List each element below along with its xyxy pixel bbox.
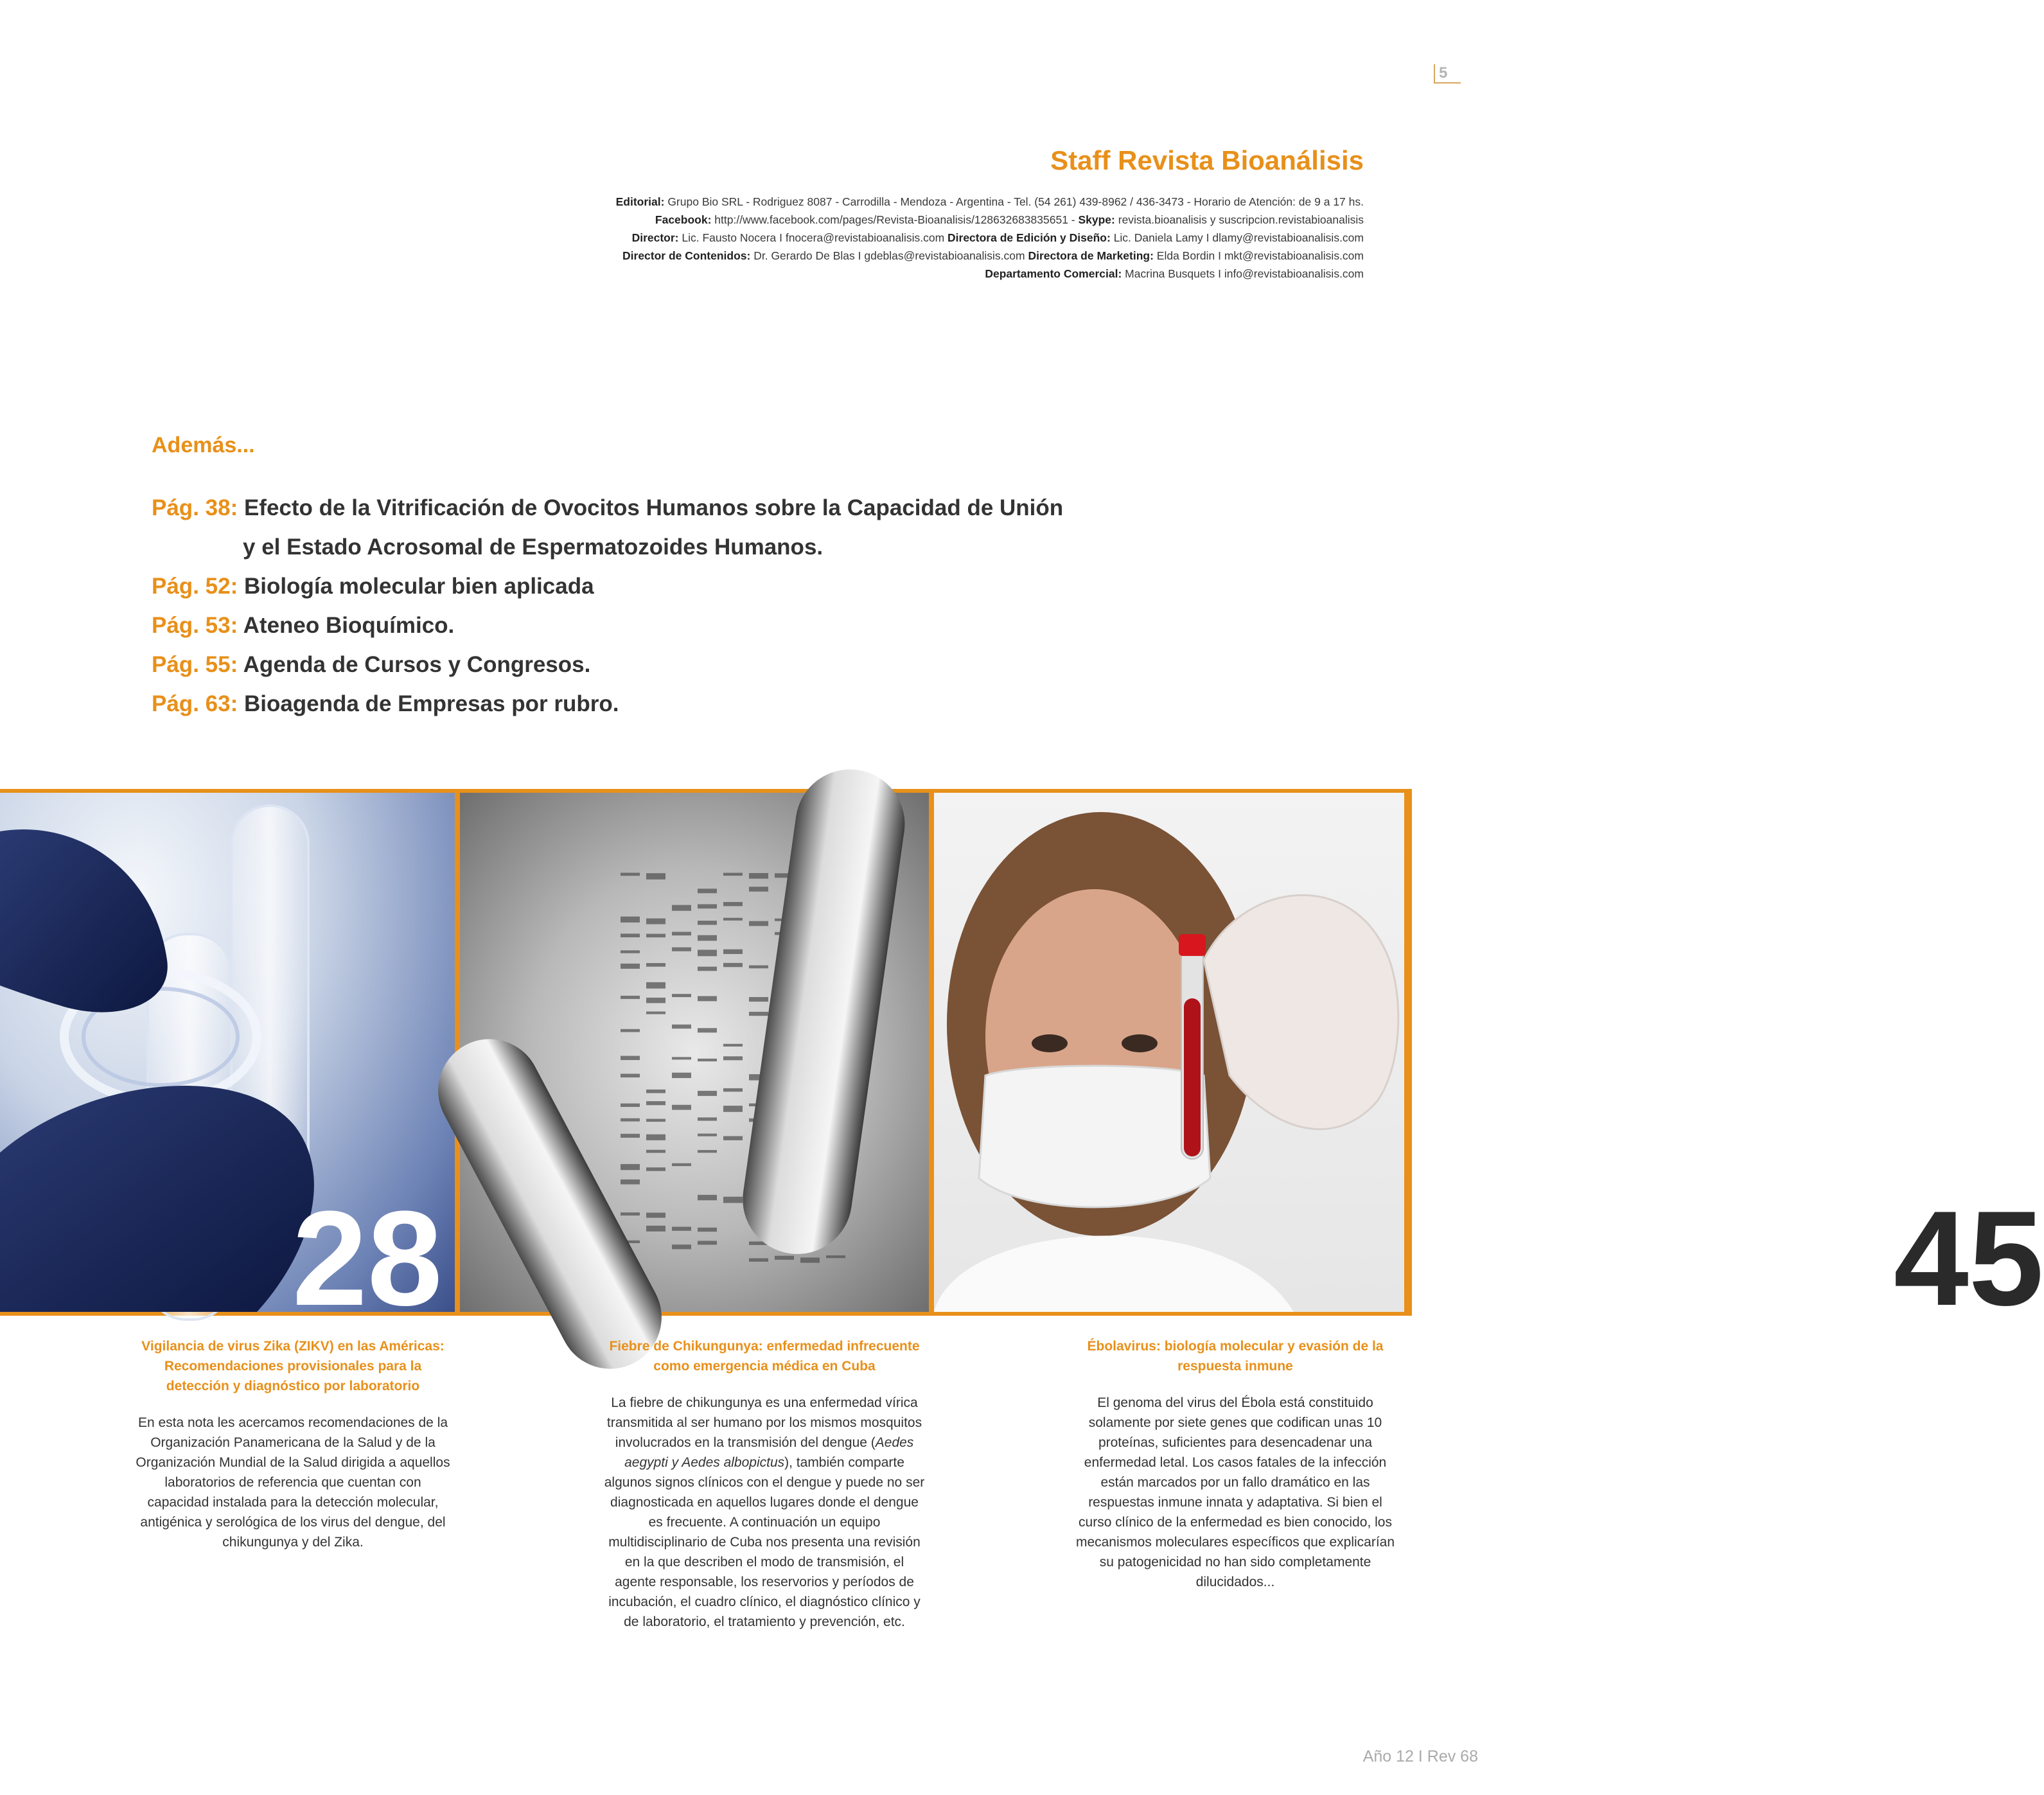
article-title: Ébolavirus: biología molecular y evasión de la respuesta inmune (1087, 1339, 1384, 1374)
directora-edicion-label: Directora de Edición y Diseño: (947, 231, 1111, 244)
photo-dna-gel[interactable] (460, 793, 929, 1312)
toc-title: Efecto de la Vitrificación de Ovocitos Humanos sobre la Capacidad de Unión (238, 495, 1064, 520)
comercial-text: Macrina Busquets I info@revistabioanalisis.com (1122, 267, 1364, 280)
toc-page-ref: Pág. 55: (152, 652, 238, 677)
credit-line-editorial (400, 193, 1364, 211)
director-text: Lic. Fausto Nocera I fnocera@revistabioanalisis.com (678, 231, 948, 244)
director-label: Director: (631, 231, 679, 244)
credit-line-contenidos (400, 247, 1364, 265)
page-ref-number-28: 28 (292, 1183, 443, 1334)
article-summary: En esta nota les acercamos recomendaciones de la Organización Panamericana de la Salud y de la Organización Mundial de la Salud dirigida a aquellos laboratorios de referencia que cuentan con capacidad instalada para la detección molecular, antigénica y serológica de los virus del dengue, del chikungunya y del Zika. (136, 1415, 450, 1550)
article-summary-species: Aedes aegypti y Aedes albopictus (624, 1435, 914, 1470)
article-title: Vigilancia de virus Zika (ZIKV) en las Américas: Recomendaciones provisionales para la detección y diagnóstico por laboratorio (141, 1339, 445, 1393)
directora-edicion-text: Lic. Daniela Lamy I dlamy@revistabioanalisis.com (1110, 231, 1364, 244)
article-teaser-zika[interactable] (132, 1336, 454, 1552)
toc-item[interactable] (152, 645, 1244, 684)
article-summary-part-b: ), también comparte algunos signos clínicos con el dengue y puede no ser diagnosticada en aquellos lugares donde el dengue es frecuente. A continuación un equipo multidisciplinario de Cuba nos presenta una revisión en la que describen el modo de transmisión, el agente responsable, los reservorios y períodos de incubación, el cuadro clínico, el diagnóstico clínico y de laboratorio, el tratamiento y prevención, etc. (604, 1455, 925, 1629)
toc-page-ref: Pág. 52: (152, 574, 238, 599)
staff-title: Staff Revista Bioanálisis (1050, 145, 1364, 175)
skype-text: revista.bioanalisis y suscripcion.revistabioanalisis (1115, 213, 1364, 226)
article-title: Fiebre de Chikungunya: enfermedad infrecuente como emergencia médica en Cuba (609, 1339, 920, 1374)
comercial-label: Departamento Comercial: (985, 267, 1122, 280)
toc-title: Ateneo Bioquímico. (238, 613, 455, 638)
photo-lab-technician[interactable] (934, 793, 2044, 1334)
directora-marketing-label: Directora de Marketing: (1028, 249, 1154, 262)
credit-line-facebook (400, 211, 1364, 229)
facebook-link[interactable]: http://www.facebook.com/pages/Revista-Bioanalisis/128632683835651 - (711, 213, 1079, 226)
article-teaser-ebola[interactable] (1075, 1336, 1396, 1592)
feature-banner (0, 789, 2044, 1334)
article-summary: El genoma del virus del Ébola está constituido solamente por siete genes que codifican unas 10 proteínas, suficientes para desencadenar una enfermedad letal. Los casos fatales de la infección están marcados por un fallo dramático en las respuestas inmune innata y adaptativa. Si bien el curso clínico de la enfermedad es bien conocido, los mecanismos moleculares específicos que explicarían su patogenicidad no han sido completamente dilucidados... (1075, 1395, 1395, 1589)
toc-page-ref: Pág. 53: (152, 613, 238, 638)
page-ref-number-45: 45 (1894, 1183, 2044, 1334)
skype-label: Skype: (1078, 213, 1115, 226)
issue-footer: Año 12 I Rev 68 (1362, 1747, 1478, 1765)
credit-line-comercial (400, 265, 1364, 283)
staff-credits (400, 193, 1364, 283)
lab-technician-illustration (934, 793, 1404, 1312)
dna-gel-illustration (460, 793, 929, 1312)
ademas-heading: Además... (152, 433, 255, 457)
photo-test-tubes[interactable] (0, 793, 455, 1334)
toc-item-continuation: y el Estado Acrosomal de Espermatozoides Humanos. (243, 535, 824, 560)
toc-page-ref: Pág. 38: (152, 495, 238, 520)
ademas-list (152, 488, 1244, 723)
credit-line-director (400, 229, 1364, 247)
directora-marketing-text: Elda Bordin I mkt@revistabioanalisis.com (1153, 249, 1364, 262)
director-contenidos-label: Director de Contenidos: (622, 249, 751, 262)
toc-item[interactable] (152, 684, 1244, 723)
toc-title: Bioagenda de Empresas por rubro. (238, 691, 619, 716)
toc-item[interactable] (152, 488, 1244, 527)
article-summary (604, 1393, 925, 1632)
editorial-text: Grupo Bio SRL - Rodriguez 8087 - Carrodilla - Mendoza - Argentina - Tel. (54 261) 439-8962 / 436-3473 - Horario de Atención: de 9 a 17 hs. (664, 195, 1364, 208)
toc-item[interactable] (152, 567, 1244, 606)
toc-item[interactable] (152, 606, 1244, 645)
director-contenidos-text: Dr. Gerardo De Blas I gdeblas@revistabioanalisis.com (750, 249, 1028, 262)
facebook-label: Facebook: (655, 213, 712, 226)
toc-page-ref: Pág. 63: (152, 691, 238, 716)
article-summary-part-a: La fiebre de chikungunya es una enfermedad vírica transmitida al ser humano por los mismos mosquitos involucrados en la transmisión del dengue ( (606, 1395, 922, 1450)
article-teaser-chikungunya[interactable] (604, 1336, 925, 1632)
editorial-label: Editorial: (615, 195, 665, 208)
page-number: 5 (1434, 64, 1461, 84)
toc-title: Agenda de Cursos y Congresos. (238, 652, 591, 677)
toc-title: Biología molecular bien aplicada (238, 574, 594, 599)
